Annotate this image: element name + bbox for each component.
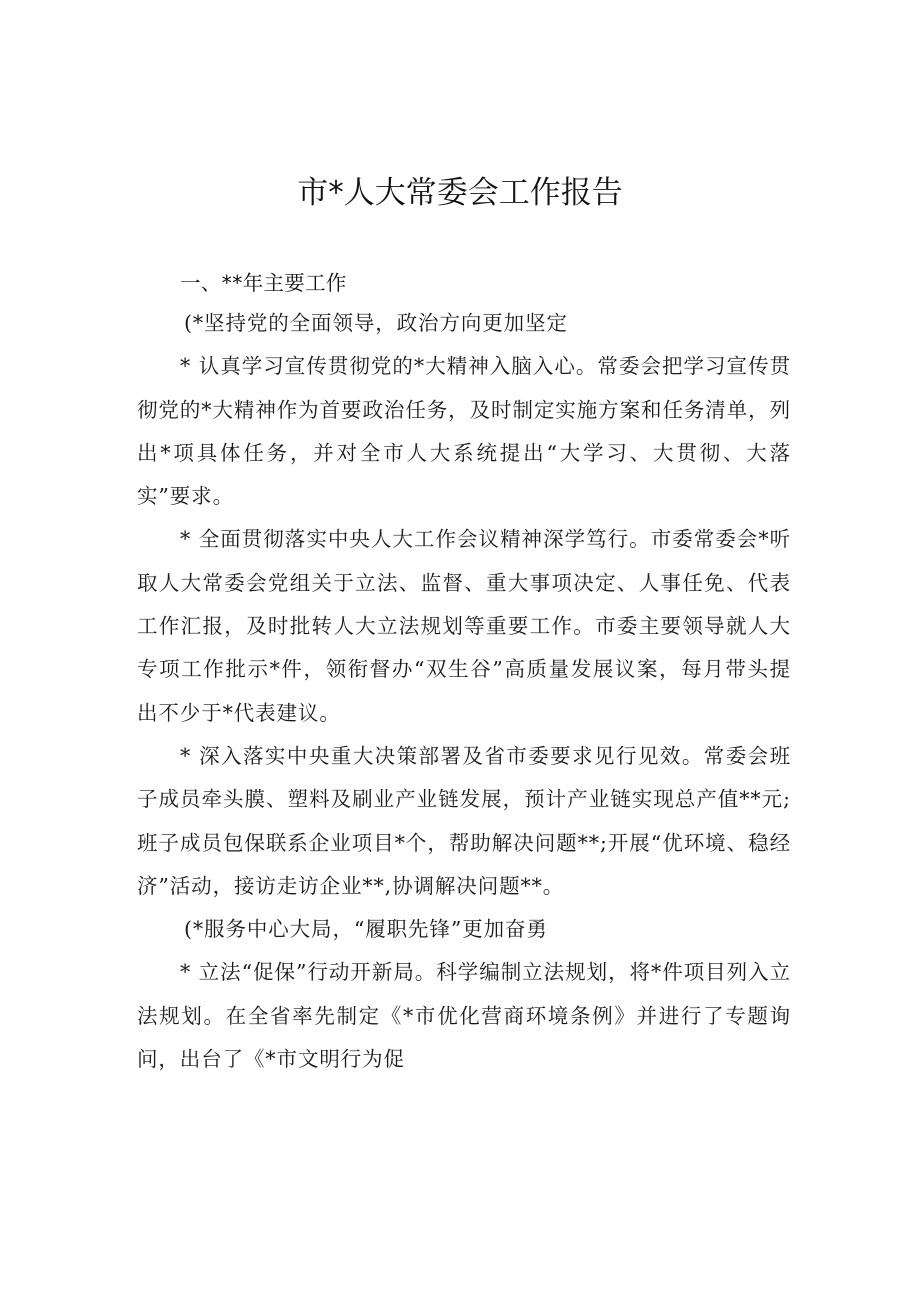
paragraph-4: * 立法“促保”行动开新局。科学编制立法规划，将*件项目列入立法规划。在全省率先制定《*市优化营商环境条例》并进行了专题询问，出台了《*市文明行为促 (137, 960, 791, 1072)
section-heading: 一、**年主要工作 (180, 271, 347, 295)
paragraph-3: * 深入落实中央重大决策部署及省市委要求见行见效。常委会班子成员牵头膜、塑料及刷业产业链发展，预计产业链实现总产值**元;班子成员包保联系企业项目*个，帮助解决问题**;开展“优环境、稳经济”活动，接访走访企业**,协调解决问题**。 (137, 743, 791, 898)
document-title: 市*人大常委会工作报告 (297, 175, 623, 211)
sub-heading-1: (*坚持党的全面领导，政治方向更加坚定 (184, 311, 568, 335)
sub-heading-2: (*服务中心大局，“履职先锋”更加奋勇 (184, 917, 548, 942)
paragraph-1: * 认真学习宣传贯彻党的*大精神入脑入心。常委会把学习宣传贯彻党的*大精神作为首要政治任务，及时制定实施方案和任务清单，列出*项具体任务，并对全市人大系统提出“大学习、大贯彻、大落实”要求。 (137, 354, 791, 509)
paragraph-2: * 全面贯彻落实中央人大工作会议精神深学笃行。市委常委会*听取人大常委会党组关于立法、监督、重大事项决定、人事任免、代表工作汇报，及时批转人大立法规划等重要工作。市委主要领导就人大专项工作批示*件，领衔督办“双生谷”高质量发展议案，每月带头提出不少于*代表建议。 (137, 527, 791, 725)
document-body (137, 264, 791, 1081)
